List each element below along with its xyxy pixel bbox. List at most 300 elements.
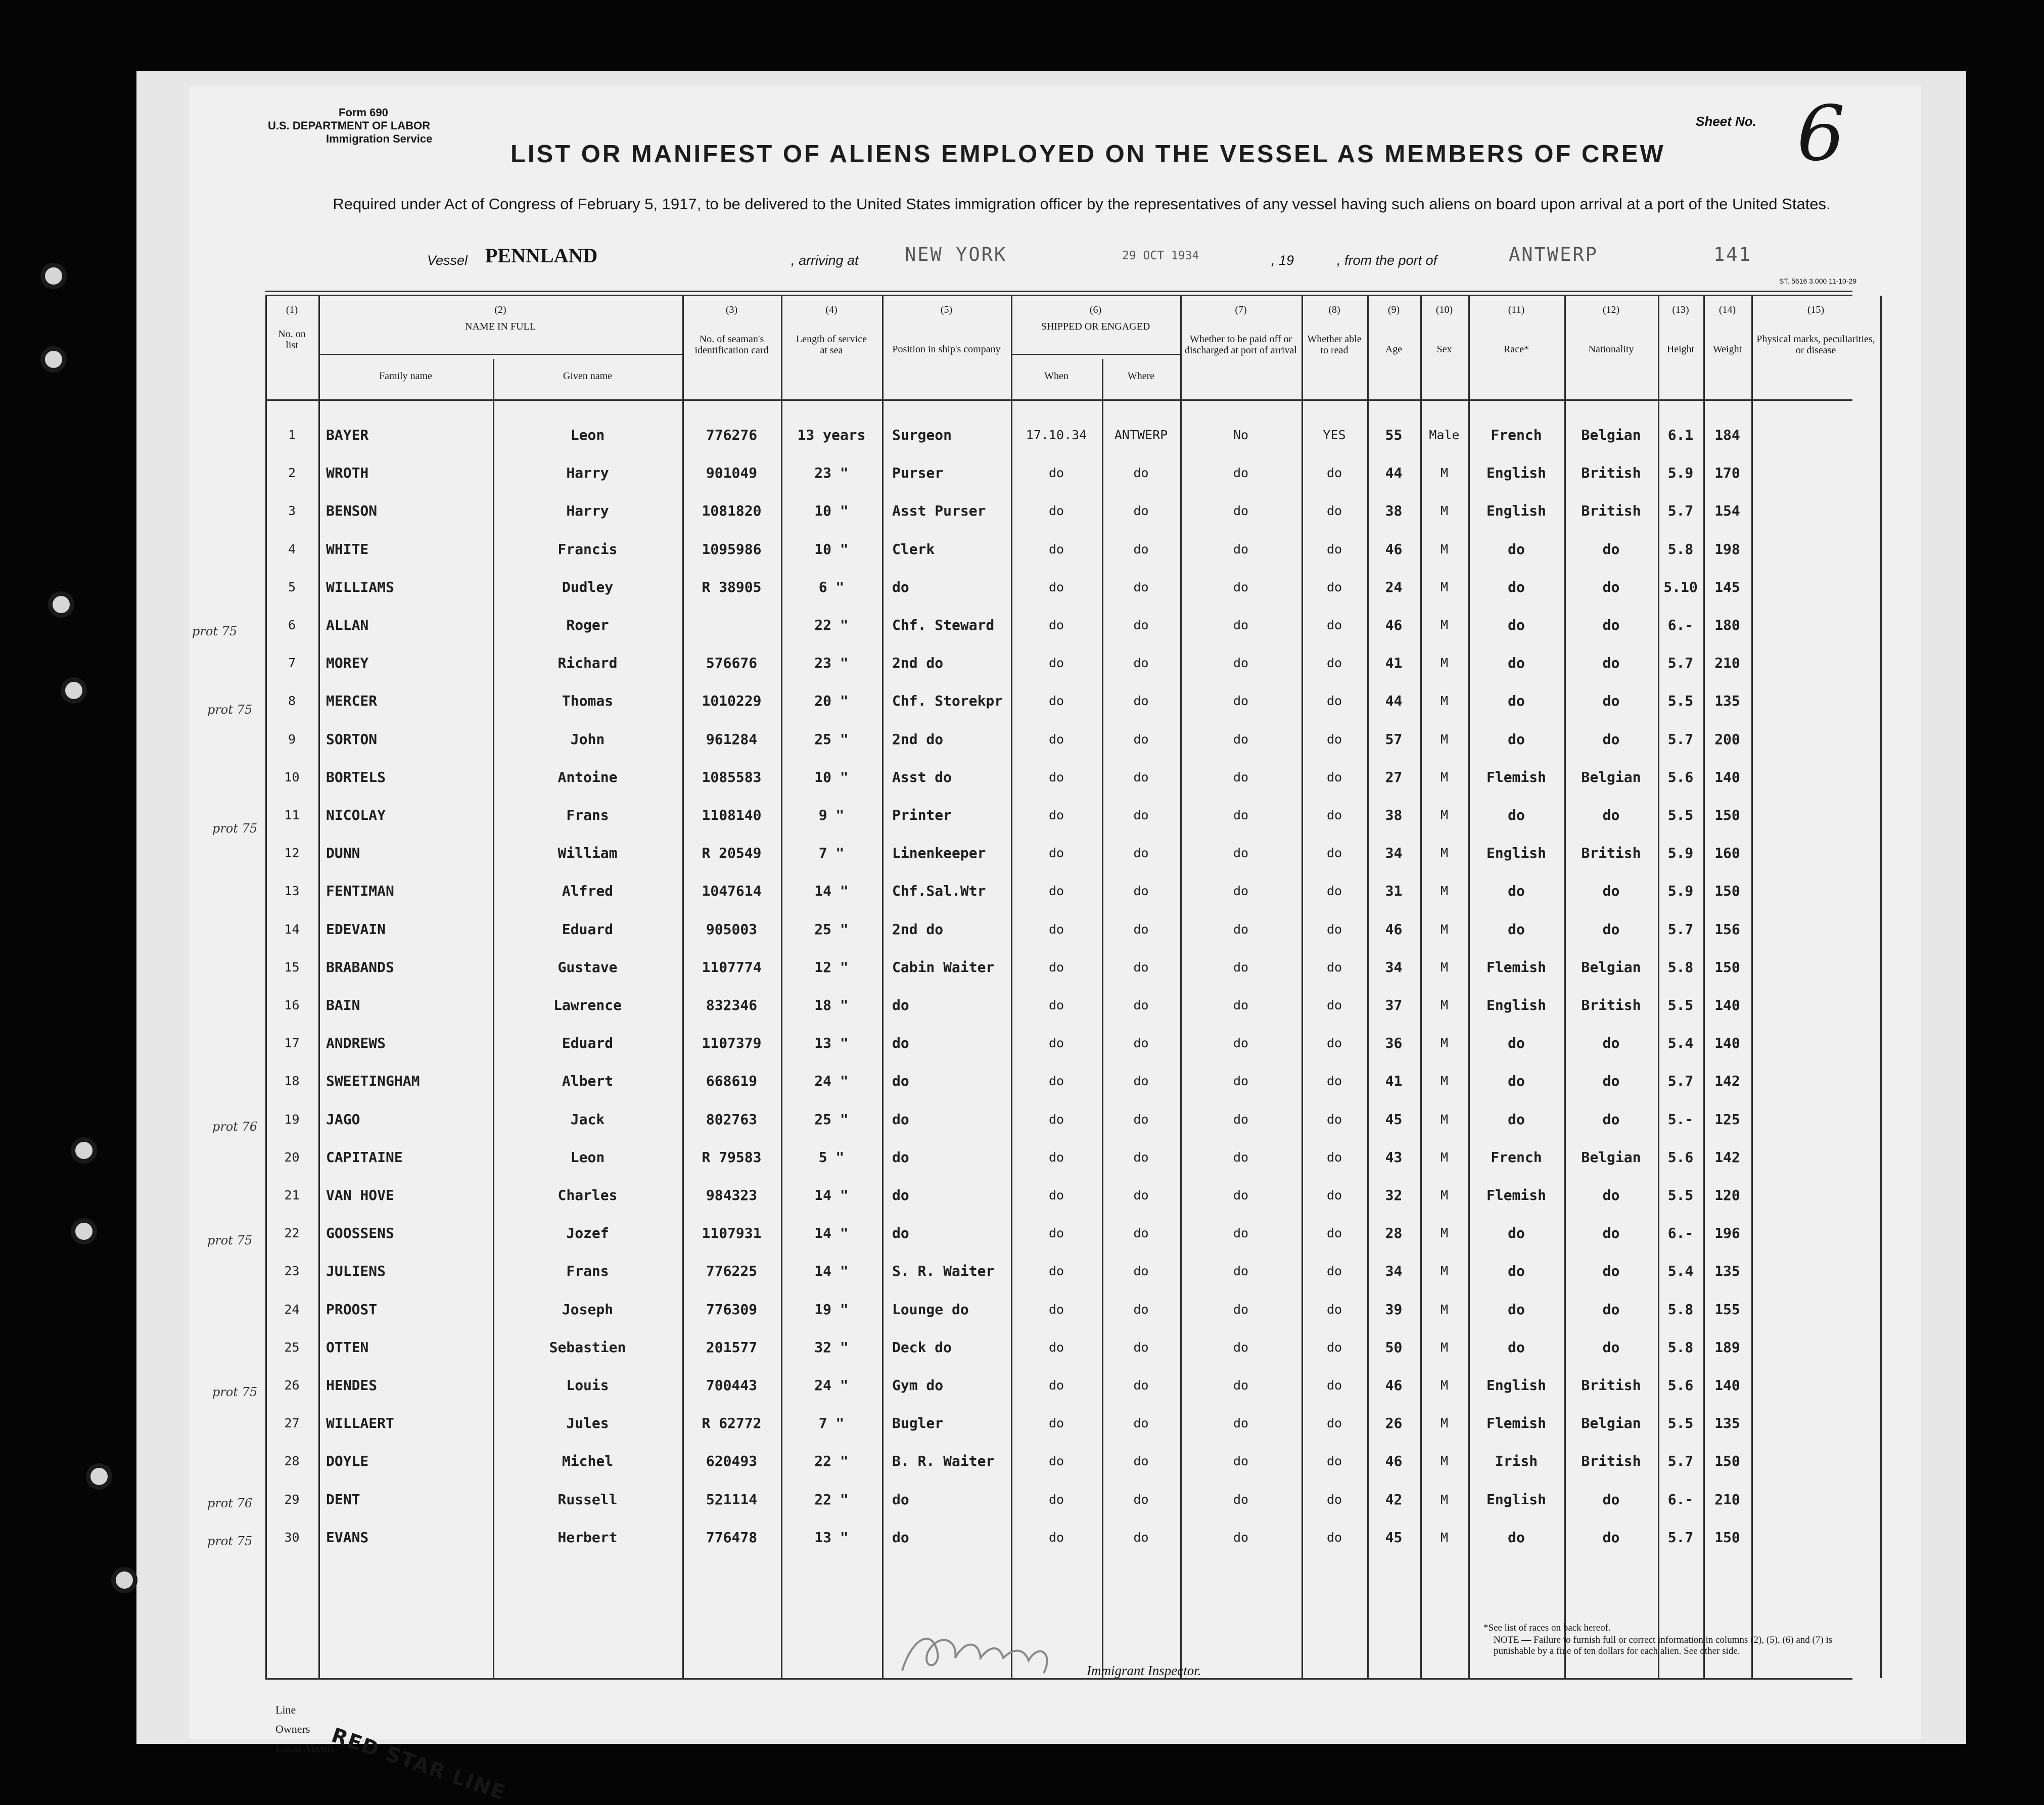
col-shipped: SHIPPED OR ENGAGED <box>1041 321 1150 332</box>
cell-card: R 20549 <box>702 845 762 862</box>
cell-height: 5.- <box>1667 1110 1694 1128</box>
cell-where: do <box>1133 1112 1149 1127</box>
cell-sex: M <box>1440 1264 1449 1279</box>
cell-height: 5.6 <box>1667 1148 1694 1166</box>
cell-sex: M <box>1440 693 1449 709</box>
vessel-name: PENNLAND <box>485 244 598 267</box>
cell-where: do <box>1133 1530 1149 1545</box>
cell-given: Jozef <box>566 1225 609 1242</box>
cell-paid: do <box>1233 503 1249 519</box>
cell-when: do <box>1048 1492 1064 1507</box>
cell-race: do <box>1508 1529 1525 1546</box>
margin-note: prot 75 <box>212 821 258 836</box>
cell-height: 5.6 <box>1667 768 1694 785</box>
cell-sex: M <box>1440 1036 1449 1051</box>
cell-where: do <box>1133 618 1149 632</box>
cell-position: 2nd do <box>892 655 944 672</box>
cell-nationality: British <box>1581 1453 1641 1470</box>
cell-weight: 142 <box>1714 1148 1740 1166</box>
cell-nationality: do <box>1602 1035 1620 1052</box>
cell-weight: 184 <box>1714 427 1740 443</box>
cell-read: do <box>1326 1416 1342 1431</box>
cell-sex: M <box>1440 1530 1449 1545</box>
cell-race: do <box>1508 1263 1525 1280</box>
cell-given: John <box>570 730 605 748</box>
cell-race: Irish <box>1495 1453 1538 1470</box>
cell-age: 26 <box>1385 1415 1403 1432</box>
cell-family: WILLIAMS <box>326 578 394 595</box>
cell-where: ANTWERP <box>1114 428 1168 442</box>
page-title: LIST OR MANIFEST OF ALIENS EMPLOYED ON THE VESSEL AS MEMBERS OF CREW <box>510 141 1665 168</box>
cell-read: do <box>1326 466 1342 481</box>
cell-age: 38 <box>1385 502 1403 520</box>
cell-when: do <box>1048 656 1064 671</box>
cell-weight: 150 <box>1714 958 1740 976</box>
cell-height: 6.- <box>1667 617 1694 633</box>
cell-length: 19 " <box>814 1301 849 1318</box>
cell-position: Clerk <box>892 540 935 558</box>
col-num-5: (5) <box>940 304 953 315</box>
cell-sex: M <box>1440 1492 1449 1507</box>
col-length-service: Length of service at sea <box>796 334 867 356</box>
cell-length: 14 " <box>814 1225 849 1242</box>
cell-age: 41 <box>1385 1073 1403 1090</box>
cell-no: 13 <box>284 884 300 899</box>
cell-position: do <box>892 578 909 595</box>
cell-weight: 180 <box>1714 617 1740 633</box>
cell-nationality: do <box>1602 807 1620 823</box>
cell-read: do <box>1326 808 1342 822</box>
cell-height: 5.7 <box>1667 655 1694 672</box>
cell-race: do <box>1508 1073 1525 1090</box>
cell-read: do <box>1326 1264 1342 1279</box>
cell-race: English <box>1486 1491 1546 1508</box>
col-position: Position in ship's company <box>892 344 1001 355</box>
cell-length: 22 " <box>814 1491 849 1508</box>
cell-card: 802763 <box>706 1110 758 1128</box>
cell-where: do <box>1133 1149 1149 1165</box>
cell-given: Russell <box>558 1491 618 1508</box>
cell-read: do <box>1326 1530 1342 1545</box>
cell-read: do <box>1326 1074 1342 1089</box>
cell-height: 5.9 <box>1667 465 1694 482</box>
col-num-3: (3) <box>725 304 738 315</box>
cell-card: 1107931 <box>702 1225 762 1242</box>
cell-height: 5.5 <box>1667 807 1694 823</box>
cell-paid: do <box>1233 1036 1249 1051</box>
sheet-number: 6 <box>1797 90 1845 178</box>
cell-card: R 79583 <box>702 1148 762 1166</box>
cell-paid: do <box>1233 1530 1249 1545</box>
cell-position: do <box>892 1110 909 1128</box>
cell-when: do <box>1048 998 1064 1012</box>
cell-when: do <box>1048 1036 1064 1051</box>
cell-given: Harry <box>566 502 609 520</box>
cell-read: do <box>1326 1149 1342 1165</box>
cell-no: 21 <box>284 1188 300 1202</box>
binder-hole-icon <box>111 1567 137 1593</box>
cell-weight: 142 <box>1714 1073 1740 1090</box>
cell-where: do <box>1133 998 1149 1012</box>
cell-weight: 150 <box>1714 807 1740 823</box>
cell-read: do <box>1326 1226 1342 1241</box>
cell-age: 45 <box>1385 1110 1403 1128</box>
cell-when: do <box>1048 1339 1064 1355</box>
department-label: U.S. DEPARTMENT OF LABOR <box>268 119 431 132</box>
col-rule <box>318 296 320 1678</box>
cell-length: 23 " <box>814 465 849 482</box>
cell-read: do <box>1326 846 1342 861</box>
cell-card: 1081820 <box>702 502 762 520</box>
cell-where: do <box>1133 1454 1149 1469</box>
cell-weight: 140 <box>1714 997 1740 1013</box>
cell-length: 22 " <box>814 617 849 633</box>
cell-position: Chf.Sal.Wtr <box>892 883 986 900</box>
cell-position: Cabin Waiter <box>892 958 995 976</box>
col-num-11: (11) <box>1508 304 1525 315</box>
col-age: Age <box>1385 344 1403 355</box>
cell-when: do <box>1048 1112 1064 1127</box>
cell-given: Herbert <box>558 1529 618 1546</box>
col-rule <box>1751 296 1753 1678</box>
cell-length: 7 " <box>818 1415 845 1432</box>
cell-where: do <box>1133 1188 1149 1202</box>
cell-when: do <box>1048 1530 1064 1545</box>
col-no-on-list: No. on list <box>278 329 306 351</box>
cell-nationality: do <box>1602 1491 1620 1508</box>
cell-no: 26 <box>284 1378 300 1393</box>
cell-given: Leon <box>570 427 605 443</box>
cell-position: do <box>892 1073 909 1090</box>
cell-length: 7 " <box>818 845 845 862</box>
cell-sex: M <box>1440 1188 1449 1202</box>
cell-sex: M <box>1440 921 1449 937</box>
cell-age: 43 <box>1385 1148 1403 1166</box>
margin-note: prot 76 <box>212 1120 258 1134</box>
cell-paid: do <box>1233 1454 1249 1469</box>
cell-sex: M <box>1440 846 1449 861</box>
cell-given: Thomas <box>562 692 614 710</box>
cell-position: S. R. Waiter <box>892 1263 995 1280</box>
cell-family: SORTON <box>326 730 378 748</box>
cell-height: 5.10 <box>1663 578 1698 595</box>
cell-where: do <box>1133 1339 1149 1355</box>
binder-hole-icon <box>40 263 67 289</box>
cell-card: 832346 <box>706 997 758 1013</box>
cell-sex: M <box>1440 656 1449 671</box>
cell-sex: M <box>1440 1416 1449 1431</box>
col-num-6: (6) <box>1089 304 1102 315</box>
cell-age: 57 <box>1385 730 1403 748</box>
cell-no: 11 <box>284 808 300 822</box>
cell-sex: M <box>1440 541 1449 557</box>
cell-race: do <box>1508 1035 1525 1052</box>
cell-no: 4 <box>288 541 296 557</box>
cell-paid: do <box>1233 1112 1249 1127</box>
cell-card: 1107379 <box>702 1035 762 1052</box>
cell-race: do <box>1508 1301 1525 1318</box>
cell-position: Linenkeeper <box>892 845 986 862</box>
cell-sex: M <box>1440 731 1449 747</box>
cell-position: Bugler <box>892 1415 944 1432</box>
vessel-label: Vessel <box>427 253 468 268</box>
cell-when: do <box>1048 1188 1064 1202</box>
cell-read: do <box>1326 618 1342 632</box>
cell-length: 24 " <box>814 1073 849 1090</box>
cell-no: 20 <box>284 1149 300 1165</box>
col-rule <box>882 296 884 1678</box>
cell-read: do <box>1326 921 1342 937</box>
cell-sex: M <box>1440 1112 1449 1127</box>
cell-race: do <box>1508 578 1525 595</box>
header-bottom-rule <box>265 399 1852 401</box>
cell-when: do <box>1048 1454 1064 1469</box>
cell-where: do <box>1133 1226 1149 1241</box>
margin-note: prot 76 <box>207 1496 253 1510</box>
failure-note: NOTE — Failure to furnish full or correct information in columns (2), (5), (6) and (7) is punishable by a fine of ten dollars for each alien. See other side. <box>1494 1635 1833 1656</box>
cell-weight: 135 <box>1714 1263 1740 1280</box>
cell-age: 32 <box>1385 1187 1403 1204</box>
cell-no: 24 <box>284 1302 300 1317</box>
cell-read: do <box>1326 1112 1342 1127</box>
cell-where: do <box>1133 503 1149 519</box>
cell-nationality: do <box>1602 1529 1620 1546</box>
cell-paid: do <box>1233 1378 1249 1393</box>
cell-given: Lawrence <box>553 997 622 1013</box>
cell-given: Albert <box>562 1073 614 1090</box>
cell-position: Purser <box>892 465 944 482</box>
cell-position: do <box>892 1225 909 1242</box>
cell-paid: do <box>1233 959 1249 975</box>
cell-length: 23 " <box>814 655 849 672</box>
cell-weight: 160 <box>1714 845 1740 862</box>
cell-paid: do <box>1233 1416 1249 1431</box>
cell-paid: do <box>1233 921 1249 937</box>
cell-position: Asst do <box>892 768 952 785</box>
cell-given: William <box>558 845 618 862</box>
cell-height: 5.7 <box>1667 1529 1694 1546</box>
cell-where: do <box>1133 1378 1149 1393</box>
cell-when: do <box>1048 1226 1064 1241</box>
cell-paid: do <box>1233 1149 1249 1165</box>
cell-where: do <box>1133 846 1149 861</box>
cell-nationality: British <box>1581 465 1641 482</box>
cell-no: 16 <box>284 998 300 1012</box>
cell-where: do <box>1133 921 1149 937</box>
cell-read: do <box>1326 503 1342 519</box>
cell-read: YES <box>1323 428 1346 442</box>
cell-weight: 198 <box>1714 540 1740 558</box>
cell-weight: 210 <box>1714 655 1740 672</box>
cell-sex: M <box>1440 1149 1449 1165</box>
cell-given: Louis <box>566 1377 609 1394</box>
cell-given: Frans <box>566 807 609 823</box>
cell-sex: M <box>1440 769 1449 784</box>
cell-no: 28 <box>284 1454 300 1469</box>
cell-where: do <box>1133 1416 1149 1431</box>
cell-no: 15 <box>284 959 300 975</box>
cell-read: do <box>1326 656 1342 671</box>
cell-nationality: Belgian <box>1581 958 1641 976</box>
name-divider <box>318 354 682 355</box>
cell-nationality: do <box>1602 730 1620 748</box>
cell-family: EDEVAIN <box>326 920 386 938</box>
cell-weight: 189 <box>1714 1338 1740 1356</box>
cell-paid: do <box>1233 846 1249 861</box>
cell-length: 25 " <box>814 1110 849 1128</box>
cell-given: Eduard <box>562 920 614 938</box>
cell-nationality: do <box>1602 655 1620 672</box>
inspector-signature <box>892 1623 1084 1678</box>
cell-sex: Male <box>1429 428 1460 442</box>
cell-paid: do <box>1233 1264 1249 1279</box>
cell-where: do <box>1133 693 1149 709</box>
races-note: *See list of races on back hereof. <box>1483 1623 1611 1633</box>
cell-family: BRABANDS <box>326 958 394 976</box>
date-stamp: 29 OCT 1934 <box>1122 249 1199 262</box>
cell-weight: 210 <box>1714 1491 1740 1508</box>
cell-no: 2 <box>288 466 296 481</box>
cell-when: do <box>1048 541 1064 557</box>
cell-card: 961284 <box>706 730 758 748</box>
cell-given: Roger <box>566 617 609 633</box>
cell-height: 5.7 <box>1667 730 1694 748</box>
cell-age: 50 <box>1385 1338 1403 1356</box>
cell-height: 5.9 <box>1667 845 1694 862</box>
cell-position: do <box>892 1035 909 1052</box>
cell-when: do <box>1048 1416 1064 1431</box>
cell-height: 5.9 <box>1667 883 1694 900</box>
cell-race: English <box>1486 502 1546 520</box>
cell-age: 55 <box>1385 427 1403 443</box>
cell-family: SWEETINGHAM <box>326 1073 420 1090</box>
cell-no: 19 <box>284 1112 300 1127</box>
cell-no: 7 <box>288 656 296 671</box>
cell-where: do <box>1133 466 1149 481</box>
cell-age: 46 <box>1385 617 1403 633</box>
cell-age: 34 <box>1385 958 1403 976</box>
cell-height: 5.7 <box>1667 1073 1694 1090</box>
act-text: Required under Act of Congress of February 5, 1917, to be delivered to the United States immigration officer by the representatives of any vessel having such aliens on board upon arrival at a port of the United States. <box>333 195 1831 213</box>
arriving-port: NEW YORK <box>905 244 1007 265</box>
cell-nationality: do <box>1602 578 1620 595</box>
year-label: , 19 <box>1271 253 1294 268</box>
cell-position: Chf. Storekpr <box>892 692 1003 710</box>
cell-no: 6 <box>288 618 296 632</box>
cell-given: Richard <box>558 655 618 672</box>
sheet-label: Sheet No. <box>1696 114 1756 129</box>
cell-nationality: do <box>1602 1073 1620 1090</box>
cell-where: do <box>1133 1036 1149 1051</box>
cell-sex: M <box>1440 1339 1449 1355</box>
cell-where: do <box>1133 808 1149 822</box>
cell-weight: 150 <box>1714 1529 1740 1546</box>
cell-length: 13 years <box>797 427 866 443</box>
col-sex: Sex <box>1436 344 1452 355</box>
cell-race: English <box>1486 465 1546 482</box>
cell-sex: M <box>1440 998 1449 1012</box>
shipped-divider <box>1011 354 1180 355</box>
cell-no: 30 <box>284 1530 300 1545</box>
footer-owners-label: Owners <box>275 1723 310 1735</box>
cell-length: 13 " <box>814 1529 849 1546</box>
cell-race: do <box>1508 655 1525 672</box>
cell-age: 44 <box>1385 692 1403 710</box>
cell-given: Joseph <box>562 1301 614 1318</box>
cell-nationality: Belgian <box>1581 1148 1641 1166</box>
cell-position: Surgeon <box>892 427 952 443</box>
cell-length: 6 " <box>818 578 845 595</box>
cell-given: Michel <box>562 1453 614 1470</box>
service-label: Immigration Service <box>326 132 433 145</box>
cell-family: MOREY <box>326 655 369 672</box>
cell-height: 5.8 <box>1667 1301 1694 1318</box>
cell-length: 9 " <box>818 807 845 823</box>
cell-height: 5.4 <box>1667 1263 1694 1280</box>
cell-sex: M <box>1440 466 1449 481</box>
cell-where: do <box>1133 959 1149 975</box>
cell-age: 46 <box>1385 920 1403 938</box>
cell-age: 24 <box>1385 578 1403 595</box>
cell-position: Gym do <box>892 1377 944 1394</box>
col-num-1: (1) <box>286 304 298 315</box>
cell-family: CAPITAINE <box>326 1148 403 1166</box>
cell-race: Flemish <box>1486 1187 1546 1204</box>
cell-race: Flemish <box>1486 958 1546 976</box>
from-label: , from the port of <box>1337 253 1437 268</box>
cell-length: 22 " <box>814 1453 849 1470</box>
cell-paid: do <box>1233 1492 1249 1507</box>
cell-given: Francis <box>558 540 618 558</box>
cell-length: 10 " <box>814 502 849 520</box>
cell-where: do <box>1133 1302 1149 1317</box>
cell-height: 5.5 <box>1667 1187 1694 1204</box>
cell-when: do <box>1048 1264 1064 1279</box>
cell-given: Frans <box>566 1263 609 1280</box>
cell-length: 24 " <box>814 1377 849 1394</box>
cell-family: BAYER <box>326 427 369 443</box>
cell-paid: do <box>1233 769 1249 784</box>
from-port: ANTWERP <box>1509 244 1598 265</box>
cell-family: WROTH <box>326 465 369 482</box>
cell-race: Flemish <box>1486 768 1546 785</box>
cell-where: do <box>1133 1074 1149 1089</box>
cell-when: do <box>1048 1302 1064 1317</box>
cell-height: 6.- <box>1667 1225 1694 1242</box>
cell-paid: do <box>1233 1074 1249 1089</box>
cell-height: 6.1 <box>1667 427 1694 443</box>
cell-paid: No <box>1233 428 1249 442</box>
cell-when: do <box>1048 618 1064 632</box>
cell-when: do <box>1048 959 1064 975</box>
cell-paid: do <box>1233 1302 1249 1317</box>
cell-age: 38 <box>1385 807 1403 823</box>
cell-sex: M <box>1440 884 1449 899</box>
cell-paid: do <box>1233 1226 1249 1241</box>
table-bottom-rule <box>265 1678 1852 1680</box>
col-name-in-full: NAME IN FULL <box>465 321 536 332</box>
cell-read: do <box>1326 884 1342 899</box>
cell-length: 13 " <box>814 1035 849 1052</box>
cell-family: PROOST <box>326 1301 378 1318</box>
cell-nationality: do <box>1602 1338 1620 1356</box>
cell-read: do <box>1326 541 1342 557</box>
cell-no: 18 <box>284 1074 300 1089</box>
cell-weight: 170 <box>1714 465 1740 482</box>
cell-race: Flemish <box>1486 1415 1546 1432</box>
cell-when: do <box>1048 1378 1064 1393</box>
cell-weight: 156 <box>1714 920 1740 938</box>
